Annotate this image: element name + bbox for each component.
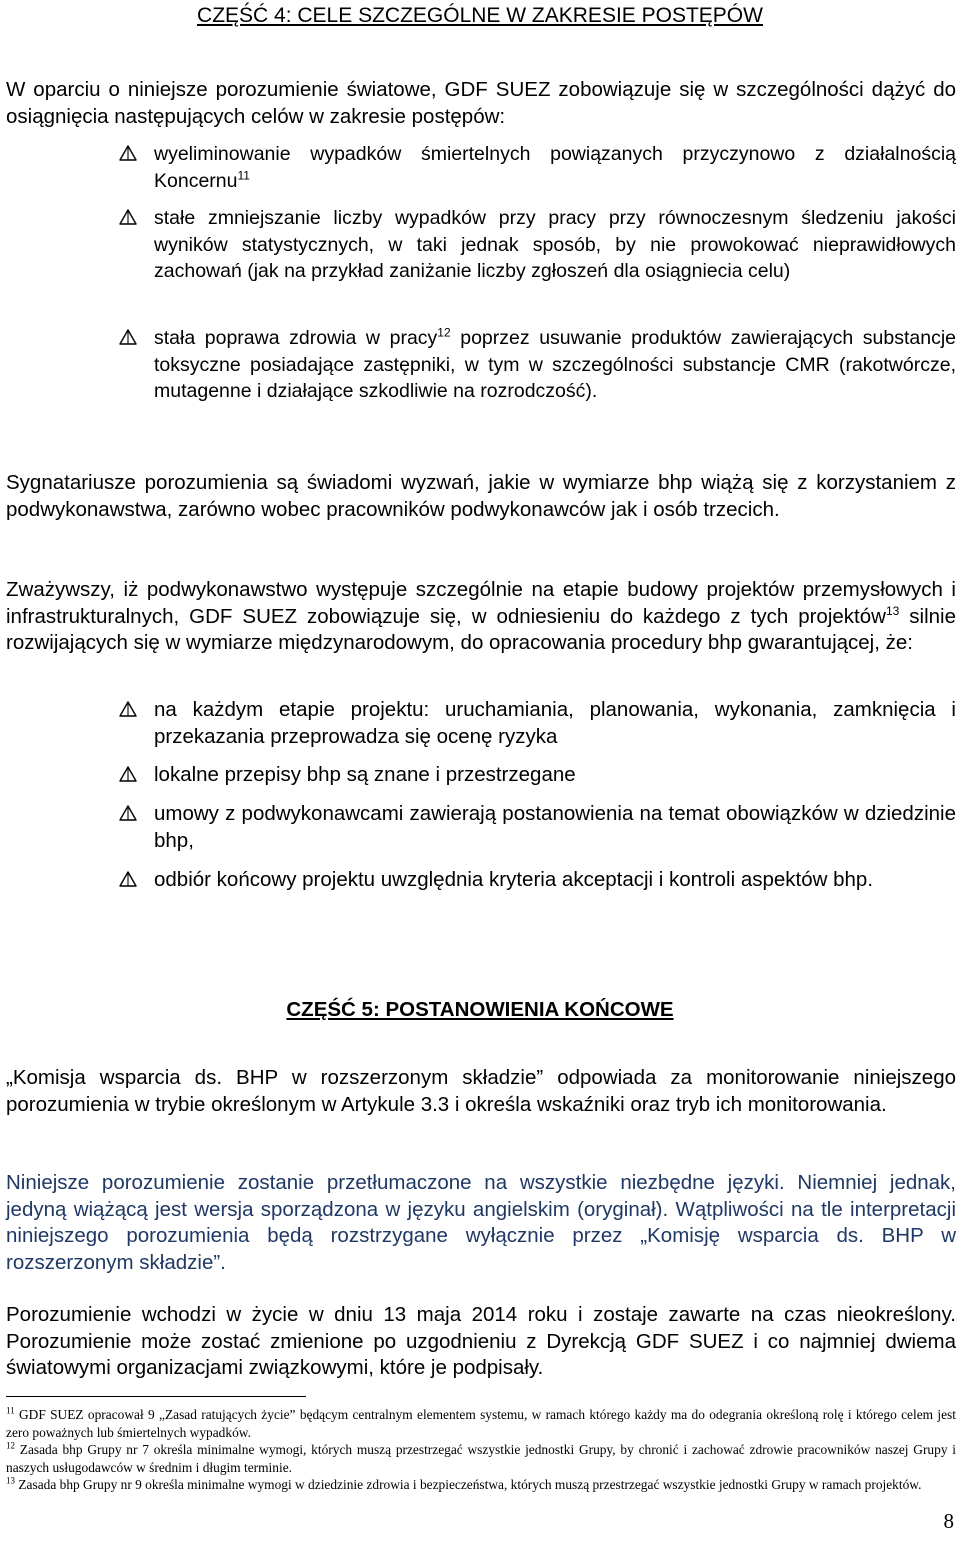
- triangle-bullet-icon: [118, 327, 138, 347]
- page-number: 8: [943, 1509, 954, 1533]
- guarantee-text: na każdym etapie projektu: uruchamiania, planowania, wykonania, zamknięcia i przekazania przeprowadza się ocenę ryzyka: [154, 698, 956, 748]
- footnote-separator: [6, 1396, 306, 1397]
- guarantee-text: lokalne przepisy bhp są znane i przestrzegane: [154, 763, 576, 786]
- footnote-13: $^{13}$ Zasada bhp Grupy nr 9 określa minimalne wymogi w dziedzinie zdrowia i bezpieczeństwa, których muszą przestrzegać wszystkie jednostki Grupy w ramach projektów.: [6, 1475, 922, 1492]
- goal-text: stałe zmniejszanie liczby wypadków przy pracy przy równoczesnym śledzeniu jakości wyników statystycznych, w taki jednak sposób, by nie prowokować nieprawidłowych zachowań (jak na przykład zaniżanie liczby zgłoszeń dla osiągniecia celu): [154, 207, 956, 283]
- footnote-ref-12: 12: [437, 325, 451, 340]
- triangle-bullet-icon: [118, 803, 138, 823]
- guarantee-text: umowy z podwykonawcami zawierają postanowienia na temat obowiązków w dziedzinie bhp,: [154, 802, 956, 852]
- triangle-bullet-icon: [118, 764, 138, 784]
- signatories-paragraph: Sygnatariusze porozumienia są świadomi wyzwań, jakie w wymiarze bhp wiążą się z korzystaniem z podwykonawstwa, zarówno wobec pracowników podwykonawców jak i osób trzecich.: [6, 471, 956, 521]
- goal-text: stała poprawa zdrowia w pracy$^{12}$ poprzez usuwanie produktów zawierających substancje toksyczne posiadające zastępniki, w tym w szczególności substancje CMR (rakotwórcze, mutagenne i działające szkodliwie na rozrodczość).: [154, 325, 956, 403]
- part5-heading: CZĘŚĆ 5: POSTANOWIENIA KOŃCOWE: [286, 998, 674, 1021]
- part5-paragraph-2: Niniejsze porozumienie zostanie przetłumaczone na wszystkie niezbędne języki. Niemniej jednak, jedyną wiążącą jest wersja sporządzona w języku angielskim (oryginał). Wątpliwości na tle interpretacji niniejszego porozumienia będą rozstrzygane wyłącznie przez „Komisję wsparcia ds. BHP w rozszerzonym składzie”.: [6, 1171, 956, 1274]
- part4-intro: W oparciu o niniejsze porozumienie światowe, GDF SUEZ zobowiązuje się w szczególności dążyć do osiągnięcia następujących celów w zakresie postępów:: [6, 78, 956, 128]
- triangle-bullet-icon: [118, 143, 138, 163]
- triangle-bullet-icon: [118, 869, 138, 889]
- part5-paragraph-3: Porozumienie wchodzi w życie w dniu 13 maja 2014 roku i zostaje zawarte na czas nieokreślony. Porozumienie może zostać zmienione po uzgodnieniu z Dyrekcją GDF SUEZ i co najmniej dwiema światowymi organizacjami związkowymi, które je podpisały.: [6, 1303, 956, 1380]
- footnote-ref-11: 11: [237, 168, 250, 183]
- subcontracting-paragraph: Zważywszy, iż podwykonawstwo występuje szczególnie na etapie budowy projektów przemysłowych i infrastrukturalnych, GDF SUEZ zobowiązuje się, w odniesieniu do każdego z tych projektów$^{13}$ silnie rozwijających się w wymiarze międzynarodowym, do opracowania procedury bhp gwarantującej, że:: [6, 578, 956, 655]
- triangle-bullet-icon: [118, 699, 138, 719]
- goal-text: wyeliminowanie wypadków śmiertelnych powiązanych przyczynowo z działalnością Koncernu$^{11}$: [154, 143, 956, 192]
- footnote-11: $^{11}$ GDF SUEZ opracował 9 „Zasad ratujących życie” będącym centralnym elementem systemu, w ramach którego każdy ma do odegrania określoną rolę i którego celem jest zero poważnych lub śmiertelnych wypadków.: [6, 1405, 956, 1440]
- footnote-12: $^{12}$ Zasada bhp Grupy nr 7 określa minimalne wymogi, których muszą przestrzegać wszystkie jednostki Grupy, by chronić i zachować zdrowie pracowników naszej Grupy i naszych usługodawców w średnim i długim terminie.: [6, 1440, 957, 1475]
- part5-paragraph-1: „Komisja wsparcia ds. BHP w rozszerzonym składzie” odpowiada za monitorowanie niniejszego porozumienia w trybie określonym w Artykule 3.3 i określa wskaźniki oraz tryb ich monitorowania.: [6, 1066, 956, 1116]
- guarantee-text: odbiór końcowy projektu uwzględnia kryteria akceptacji i kontroli aspektów bhp.: [154, 868, 874, 891]
- triangle-bullet-icon: [118, 207, 138, 227]
- footnote-ref-13: 13: [885, 603, 900, 618]
- part4-heading: CZĘŚĆ 4: CELE SZCZEGÓLNE W ZAKRESIE POSTĘPÓW: [197, 4, 763, 27]
